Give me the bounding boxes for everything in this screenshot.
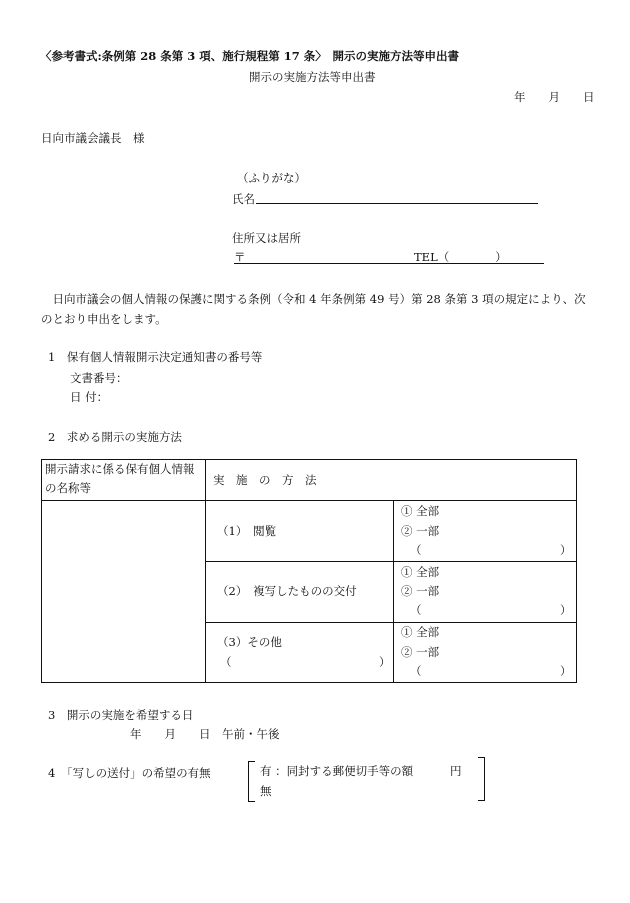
table-divider xyxy=(205,622,576,623)
option-all[interactable]: ① 全部 xyxy=(401,504,440,518)
option-no[interactable]: 無 xyxy=(260,784,272,798)
postal-mark: 〒 xyxy=(234,250,246,264)
form-title: 開示の実施方法等申出書 xyxy=(249,70,376,84)
paren-open: （ xyxy=(410,603,422,617)
method-copy-delivery[interactable]: （2） 複写したものの交付 xyxy=(217,584,357,598)
option-partial[interactable]: ② 一部 xyxy=(401,645,440,659)
option-all[interactable]: ① 全部 xyxy=(401,625,440,639)
table-divider xyxy=(205,460,206,682)
furigana-label: （ふりがな） xyxy=(237,171,306,185)
table-divider xyxy=(393,500,394,682)
intro-text-line2: のとおり申出をします。 xyxy=(41,312,167,326)
option-all[interactable]: ① 全部 xyxy=(401,565,440,579)
section4-heading: 4 「写しの送付」の希望の有無 xyxy=(48,766,211,780)
info-name-entry-cell[interactable] xyxy=(42,501,204,682)
reference-note: 〈参考書式:条例第 28 条第 3 項、施行規程第 17 条〉 開示の実施方法等申出書 xyxy=(40,49,460,63)
method-other[interactable]: （3）その他 xyxy=(217,635,282,649)
date-line: 年 月 日 xyxy=(514,90,595,104)
section1-heading: 1 保有個人情報開示決定通知書の番号等 xyxy=(48,350,263,364)
address-label: 住所又は居所 xyxy=(232,231,301,245)
table-header-method: 実 施 の 方 法 xyxy=(213,473,317,487)
bracket-left xyxy=(248,761,255,802)
table-header-info-name: 開示請求に係る保有個人情報 xyxy=(45,462,195,476)
section3-heading: 3 開示の実施を希望する日 xyxy=(48,708,194,722)
paren-close: ） xyxy=(560,543,572,557)
method-inspection[interactable]: （1） 閲覧 xyxy=(217,524,277,538)
notice-date-label: 日 付： xyxy=(70,390,109,404)
paren-open: （ xyxy=(220,655,232,669)
paren-close: ） xyxy=(560,603,572,617)
doc-number-label: 文書番号： xyxy=(70,371,128,385)
yen-unit: 円 xyxy=(450,764,462,778)
paren-close: ） xyxy=(560,664,572,678)
option-partial[interactable]: ② 一部 xyxy=(401,584,440,598)
table-divider xyxy=(205,561,576,562)
name-label: 氏名 xyxy=(232,192,255,206)
disclosure-method-table xyxy=(41,459,577,683)
bracket-right xyxy=(478,757,485,801)
paren-close: ） xyxy=(379,655,391,669)
name-field-line[interactable] xyxy=(256,191,538,204)
preferred-date-line[interactable]: 年 月 日 午前・午後 xyxy=(130,727,280,741)
section2-heading: 2 求める開示の実施方法 xyxy=(48,430,182,444)
option-yes[interactable]: 有 ：同封する郵便切手等の額 xyxy=(260,764,414,778)
tel-label: TEL（ ） xyxy=(414,250,507,264)
table-header-info-name-cont: の名称等 xyxy=(45,481,91,495)
addressee: 日向市議会議長 様 xyxy=(41,131,145,145)
address-field-line[interactable] xyxy=(234,250,544,264)
paren-open: （ xyxy=(410,543,422,557)
intro-text-line1: 日向市議会の個人情報の保護に関する条例（令和 4 年条例第 49 号）第 28 条第 3 項の規定により、次 xyxy=(41,292,586,306)
option-partial[interactable]: ② 一部 xyxy=(401,524,440,538)
paren-open: （ xyxy=(410,664,422,678)
